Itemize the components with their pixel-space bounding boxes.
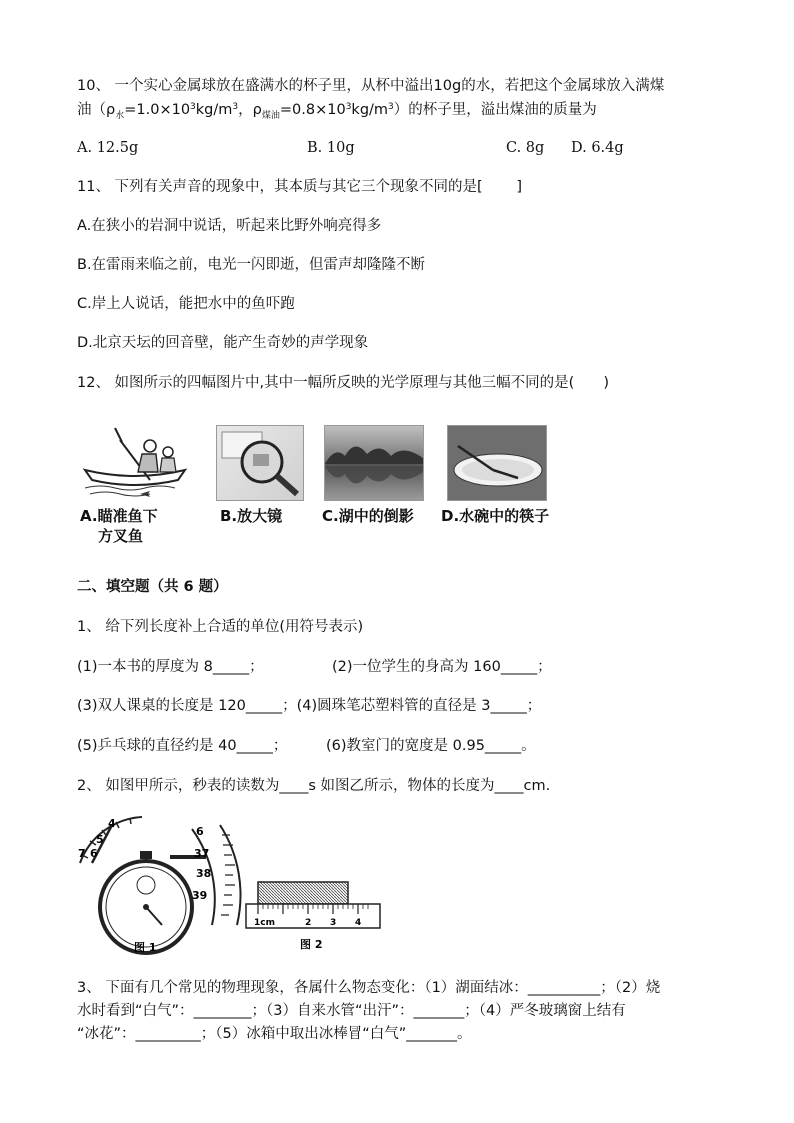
q11-option-c: C.岸上人说话，能把水中的鱼吓跑 (77, 296, 295, 312)
q10-line2 (77, 100, 597, 122)
q10-line1: 10、 一个实心金属球放在盛满水的杯子里，从杯中溢出10g的水，若把这个金属球放入满煤 (77, 78, 665, 94)
f1-items-3-4: (3)双人课桌的长度是 120_____；(4)圆珠笔芯塑料管的直径是 3_____； (77, 698, 542, 714)
magnifier-icon (217, 426, 303, 500)
q11-stem: 11、 下列有关声音的现象中，其本质与其它三个现象不同的是[ ] (77, 179, 522, 195)
q10-sup: 3 (232, 102, 239, 112)
dial-number: 37 (194, 847, 210, 860)
dial-number: 39 (192, 889, 208, 902)
q11-option-a: A.在狭小的岩洞中说话，听起来比野外响亮得多 (77, 218, 382, 234)
q10-option-c: C. 8g (506, 140, 545, 156)
q12-caption-d: D.水碗中的筷子 (441, 507, 550, 525)
magnifier-image (216, 425, 304, 501)
q10-sub-water: 水 (115, 111, 125, 121)
stopwatch-figure (72, 815, 252, 955)
f1-item-2: (2)一位学生的身高为 160_____； (332, 659, 552, 675)
dial-number: 6 (90, 847, 98, 860)
ruler-figure (244, 878, 384, 958)
ruler-number: 3 (330, 918, 337, 928)
dial-number: 6 (196, 825, 204, 838)
q11-option-d: D.北京天坛的回音壁，能产生奇妙的声学现象 (77, 335, 369, 351)
section-title: 二、填空题（共 6 题） (77, 579, 228, 595)
ruler-number: 1cm (254, 918, 275, 928)
q10-text: kg/m (195, 102, 233, 118)
q12-stem: 12、 如图所示的四幅图片中,其中一幅所反映的光学原理与其他三幅不同的是( ) (77, 375, 609, 391)
ruler-number: 2 (305, 918, 312, 928)
figure-label: 图 2 (300, 938, 323, 951)
f3-line1: 3、 下面有几个常见的物理现象，各属什么物态变化：（1）湖面结冰：__________；（2）烧 (77, 980, 661, 996)
dial-number: 5 (96, 833, 104, 846)
bowl-chopsticks-image (447, 425, 547, 501)
f1-item-1: (1)一本书的厚度为 8_____； (77, 659, 264, 675)
bowl-icon (448, 426, 546, 500)
dial-number: 7 (78, 847, 86, 860)
lake-reflection-image (324, 425, 424, 501)
f1-stem: 1、 给下列长度补上合适的单位(用符号表示) (77, 619, 364, 635)
q10-text: ）的杯子里，溢出煤油的质量为 (393, 102, 597, 118)
f1-item-5: (5)乒乓球的直径约是 40_____； (77, 738, 288, 754)
ruler-number: 4 (355, 918, 362, 928)
q10-text: kg/m (351, 102, 389, 118)
q12-caption-b: B.放大镜 (220, 507, 283, 525)
q12-caption-a: A.瞄准鱼下 (80, 507, 158, 525)
q10-option-a: A. 12.5g (77, 140, 139, 156)
q10-option-d: D. 6.4g (571, 140, 624, 156)
f3-line3: “冰花”：_________；（5）冰箱中取出冰棒冒“白气”_______。 (77, 1026, 472, 1042)
q10-text: =1.0×10 (124, 102, 191, 118)
q10-sup: 3 (388, 102, 394, 112)
q12-caption-a-line2: 方叉鱼 (98, 527, 144, 545)
q10-sup: 3 (190, 102, 196, 112)
q10-text: ，ρ (238, 102, 262, 118)
q11-option-b: B.在雷雨来临之前，电光一闪即逝，但雷声却隆隆不断 (77, 257, 426, 273)
f3-line2: 水时看到“白气”：________；（3）自来水管“出汗”：_______；（4）严冬玻璃窗上结有 (77, 1003, 626, 1019)
trees-icon (325, 426, 423, 500)
q10-sup: 3 (345, 102, 352, 112)
q10-text: 油（ρ (77, 102, 116, 118)
q10-sub-kerosene: 煤油 (261, 111, 280, 121)
dial-number: 4 (108, 817, 116, 830)
f2-stem: 2、 如图甲所示，秒表的读数为____s 如图乙所示，物体的长度为____cm. (77, 778, 551, 794)
dial-number: 38 (196, 867, 212, 880)
q12-caption-c: C.湖中的倒影 (322, 507, 414, 525)
figure-label: 图 1 (134, 941, 157, 954)
fisherman-spear-image (80, 420, 195, 502)
q10-option-b: B. 10g (307, 140, 355, 156)
q10-text: =0.8×10 (279, 102, 346, 118)
f1-item-6: (6)教室门的宽度是 0.95_____。 (326, 738, 536, 754)
